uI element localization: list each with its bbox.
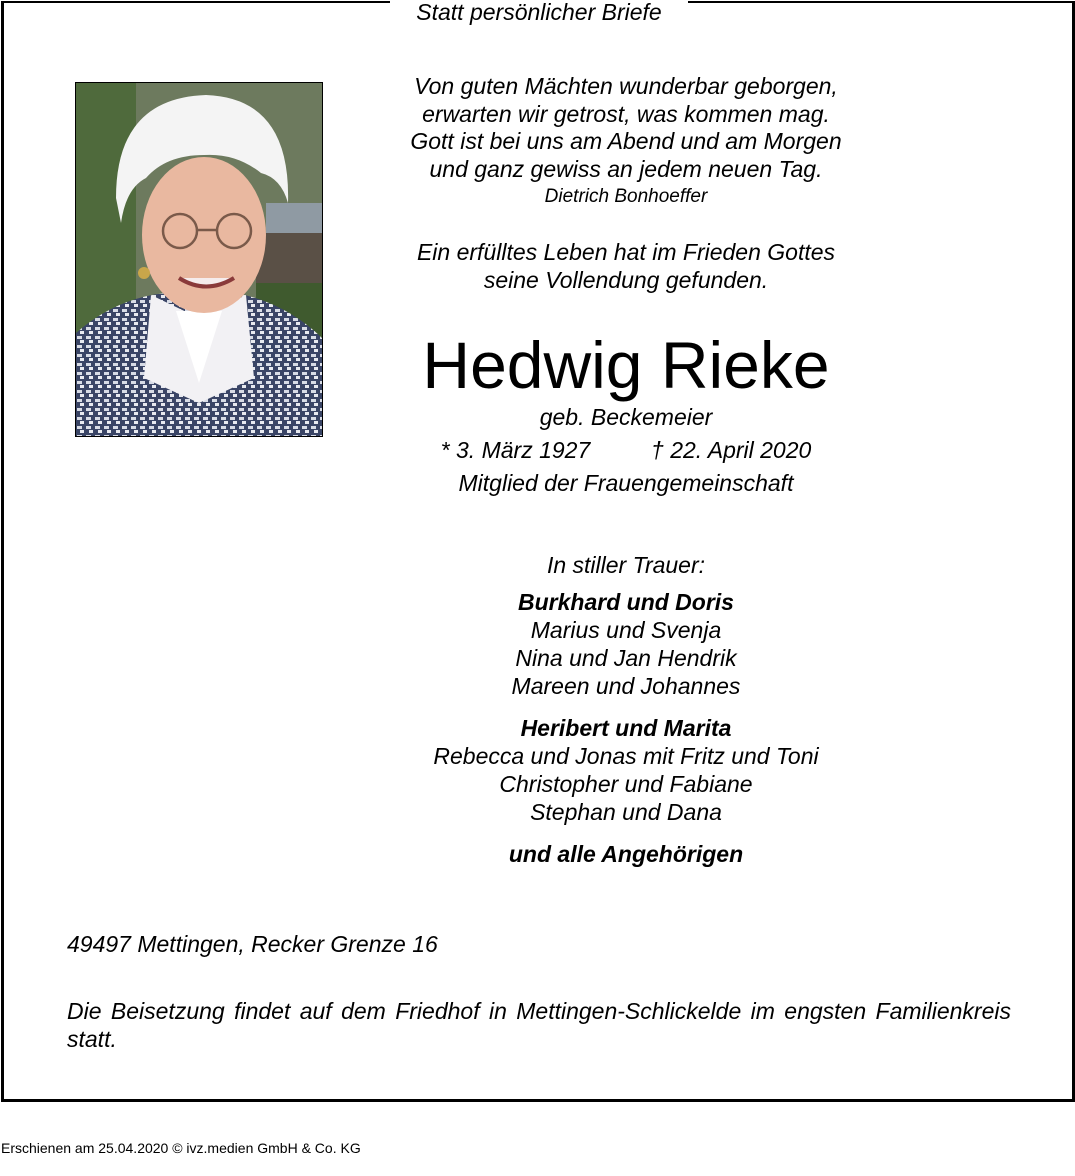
header-label: Statt persönlicher Briefe xyxy=(390,0,688,27)
maiden-name: geb. Beckemeier xyxy=(539,404,713,430)
mourner-group-head: Heribert und Marita xyxy=(520,715,732,741)
portrait-photo xyxy=(75,82,323,437)
poem-line: erwarten wir getrost, was kommen mag. xyxy=(422,100,830,127)
membership: Mitglied der Frauengemeinschaft xyxy=(458,470,794,496)
publication-footer: Erschienen am 25.04.2020 © ivz.medien GmbH & Co. KG xyxy=(1,1140,361,1156)
verse-line: seine Vollendung gefunden. xyxy=(483,266,769,293)
verse-line: Ein erfülltes Leben hat im Frieden Gottes xyxy=(416,239,836,265)
death-date: † 22. April 2020 xyxy=(651,437,812,463)
poem-line: und ganz gewiss an jedem neuen Tag. xyxy=(429,155,823,182)
poem xyxy=(376,73,876,211)
mourner-line: Mareen und Johannes xyxy=(511,673,741,699)
poem-line: Gott ist bei uns am Abend und am Morgen xyxy=(410,128,842,154)
life-dates xyxy=(376,434,876,467)
deceased-name: Hedwig Rieke xyxy=(422,328,830,402)
mourner-line: Stephan und Dana xyxy=(530,799,722,825)
birth-date: * 3. März 1927 xyxy=(440,437,591,463)
burial-notice: Die Beisetzung findet auf dem Friedhof in Mettingen-Schlickelde im engsten Familienkreis statt. xyxy=(67,998,1011,1052)
mourner-group-head: Burkhard und Doris xyxy=(518,589,734,615)
mourner-line: Christopher und Fabiane xyxy=(499,771,753,797)
poem-author: Dietrich Bonhoeffer xyxy=(544,186,708,207)
mourner-line: Nina und Jan Hendrik xyxy=(515,645,737,671)
mourner-line: Marius und Svenja xyxy=(530,617,722,643)
portrait-image xyxy=(76,83,322,436)
obituary-frame xyxy=(1,1,1075,1102)
poem-line: Von guten Mächten wunderbar geborgen, xyxy=(414,73,838,99)
verse xyxy=(376,239,876,294)
mourners-closing: und alle Angehörigen xyxy=(508,841,744,867)
mourner-line: Rebecca und Jonas mit Fritz und Toni xyxy=(433,743,819,769)
mourners xyxy=(376,551,876,868)
mourners-intro: In stiller Trauer: xyxy=(546,552,706,578)
address: 49497 Mettingen, Recker Grenze 16 xyxy=(67,931,438,957)
deceased-bio xyxy=(376,401,876,500)
